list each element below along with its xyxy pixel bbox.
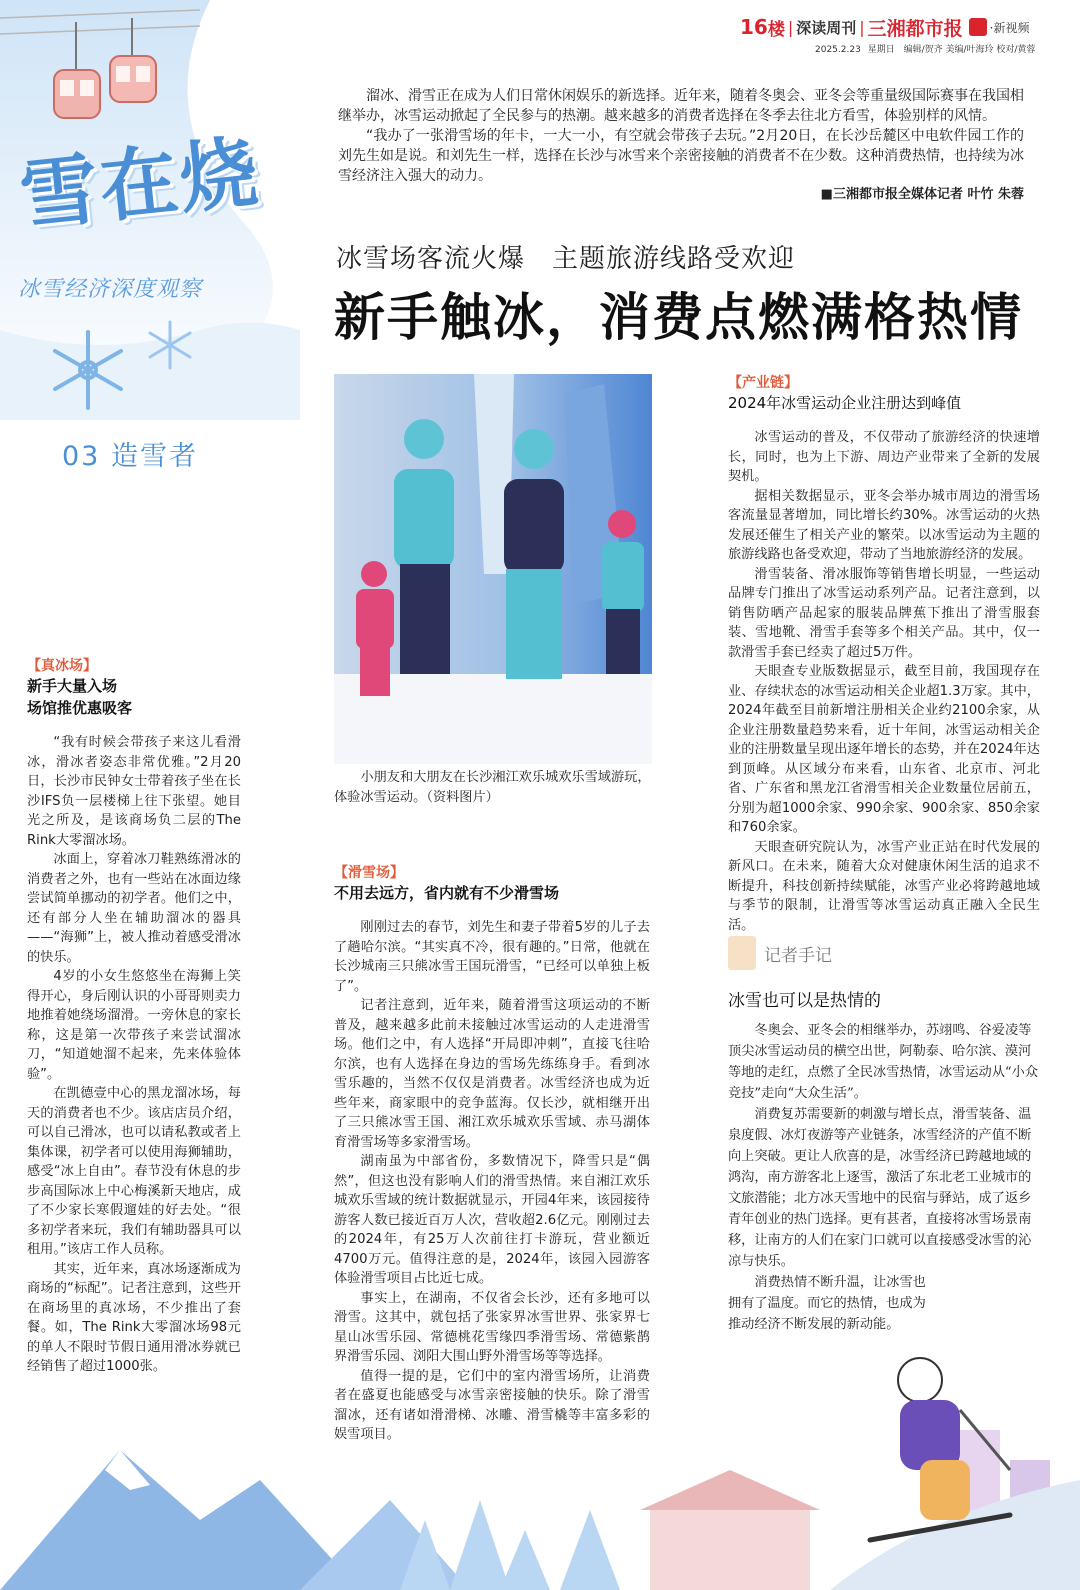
body-paragraph: 值得一提的是，它们中的室内滑雪场所，让消费者在盛夏也能感受与冰雪亲密接触的快乐。除了滑雪溜冰，还有诸如滑滑梯、冰雕、滑雪橇等丰富多彩的娱雪项目。 — [334, 1368, 650, 1442]
body-paragraph: 在凯德壹中心的黑龙溜冰场，每天的消费者也不少。该店店员介绍，可以自己滑冰，也可以请私教或者上集体课，初学者可以使用海狮辅助，感受“冰上自由”。春节没有休息的步步高国际冰上中心梅溪新天地店，成了不少家长寒假遛娃的好去处。“很多初学者来玩，我们有辅助器具可以租用。”该店工作人员称。 — [27, 1086, 241, 1257]
quote-icon — [728, 936, 756, 970]
lead-paragraph: “我办了一张滑雪场的年卡，一大一小，有空就会带孩子去玩。”2月20日，在长沙岳麓区中电软件园工作的刘先生如是说。和刘先生一样，选择在长沙与冰雪来个亲密接触的消费者不在少数。这种消费热情，也持续为冰雪经济注入强大的动力。 — [338, 128, 1024, 184]
section-subhead: 不用去远方，省内就有不少滑雪场 — [334, 884, 560, 902]
notes-paragraph: 消费热情不断升温，让冰雪也拥有了温度。而它的热情，也成为推动经济不断发展的新动能。 — [728, 1275, 926, 1332]
page-floor: 楼 — [767, 19, 785, 40]
body-paragraph: 其实，近年来，真冰场逐渐成为商场的“标配”。记者注意到，这些开在商场里的真冰场，不少推出了套餐。如，The Rink大零溜冰场98元的单人不限时节假日通用滑冰券就已经销售了超过1000张。 — [27, 1261, 241, 1374]
body-paragraph: 湖南虽为中部省份，多数情况下，降雪只是“偶然”，但这也没有影响人们的滑雪热情。来自湘江欢乐城欢乐雪域的统计数据就显示，开园4年来，该园接待游客人数已接近百万人次，营收超2.6亿元。刚刚过去的2024年，有25万人次前往打卡游玩，营业额近4700万元。值得注意的是，2024年，该园入园游客体验滑雪项目占比近七成。 — [334, 1154, 650, 1286]
notes-title: 冰雪也可以是热情的 — [728, 991, 881, 1011]
body-paragraph: 滑雪装备、滑冰服饰等销售增长明显，一些运动品牌专门推出了冰雪运动系列产品。记者注意到，以销售防晒产品起家的服装品牌蕉下推出了滑雪服套装、雪地靴、滑雪手套等多个相关产品。其中，仅一款滑雪手套已经卖了超过5万件。 — [728, 566, 1040, 660]
body-paragraph: 冰雪运动的普及，不仅带动了旅游经济的快速增长，同时，也为上下游、周边产业带来了全新的发展契机。 — [728, 430, 1040, 484]
headline: 新手触冰，消费点燃满格热情 — [334, 289, 1024, 348]
body-paragraph: 天眼查研究院认为，冰雪产业正站在时代发展的新风口。在未来，随着大众对健康休闲生活的追求不断提升，科技创新持续赋能，冰雪产业必将跨越地域与季节的限制，让滑雪等冰雪运动真正融入全民生活。 — [728, 839, 1040, 933]
credits: 编辑/贺齐 美编/叶海玲 校对/黄蓉 — [903, 45, 1036, 55]
header-meta — [815, 42, 1035, 55]
section-subhead: 新手大量入场 — [27, 677, 118, 695]
middle-column — [334, 862, 650, 1445]
section-tag: 【滑雪场】 — [334, 865, 404, 881]
section-subhead: 2024年冰雪运动企业注册达到峰值 — [728, 394, 962, 412]
notes-paragraph: 消费复苏需要新的刺激与增长点，滑雪装备、温泉度假、冰灯夜游等产业链条，冰雪经济的产值不断向上突破。更让人欣喜的是，冰雪经济已跨越地域的鸿沟，南方游客北上逐雪，激活了东北老工业城市的文旅潜能；北方冰天雪地中的民宿与驿站，成了返乡青年创业的热门选择。更有甚者，直接将冰雪场景南移，让南方的人们在家门口就可以直接感受冰雪的沁凉与快乐。 — [728, 1107, 1032, 1269]
body-paragraph: 刚刚过去的春节，刘先生和妻子带着5岁的儿子去了趟哈尔滨。“其实真不冷，很有趣的。”日常，他就在长沙城南三只熊冰雪王国玩滑雪，“已经可以单独上板了”。 — [334, 920, 650, 994]
body-paragraph: 事实上，在湖南，不仅省会长沙，还有多地可以滑雪。这其中，就包括了张家界冰雪世界、张家界七星山冰雪乐园、常德桃花雪缘四季滑雪场、常德紫鹊界滑雪乐园、浏阳大围山野外滑雪场等等选择。 — [334, 1290, 650, 1364]
notes-label: 记者手记 — [764, 945, 832, 966]
headline-kicker: 冰雪场客流火爆 主题旅游线路受欢迎 — [336, 244, 796, 274]
body-paragraph: 据相关数据显示，亚冬会举办城市周边的滑雪场客流量显著增加，同比增长约30%。冰雪运动的火热发展还催生了相关产业的繁荣。以冰雪运动为主题的旅游线路也备受欢迎，带动了当地旅游经济的发展。 — [728, 488, 1040, 562]
notes-label-row — [728, 936, 832, 970]
skier-illustration — [860, 1340, 1030, 1570]
section-subhead: 场馆推优惠吸客 — [27, 699, 133, 717]
body-paragraph: 记者注意到，近年来，随着滑雪这项运动的不断普及，越来越多此前未接触过冰雪运动的人走进滑雪场。他们之中，有人选择“开局即冲刺”，直接飞往哈尔滨，也有人选择在身边的雪场先练练身手。看到冰雪乐趣的，当然不仅仅是消费者。冰雪经济也成为近些年来，商家眼中的竞争蓝海。仅长沙，就相继开出了三只熊冰雪王国、湘江欢乐城欢乐雪域、赤马湖体育滑雪场等多家滑雪场。 — [334, 998, 650, 1150]
issue-weekday: 星期日 — [867, 45, 895, 55]
app-name: ·新视频 — [989, 20, 1030, 35]
section-number: 03 造雪者 — [62, 441, 198, 472]
page-number: 16 — [740, 15, 768, 39]
app-logo-icon — [969, 18, 987, 36]
section-tag: 【产业链】 — [728, 375, 798, 391]
lead-paragraph: 溜冰、滑雪正在成为人们日常休闲娱乐的新选择。近年来，随着冬奥会、亚冬会等重量级国际赛事在我国相继举办，冰雪运动掀起了全民参与的热潮。越来越多的消费者选择在冬季去往北方看雪，体验别样的风情。 — [338, 88, 1024, 124]
right-column — [728, 372, 1040, 935]
section-big-title: 雪在烧 — [15, 126, 265, 243]
body-paragraph: 冰面上，穿着冰刀鞋熟练滑冰的消费者之外，也有一些站在冰面边缘尝试简单挪动的初学者。他们之中，还有部分人坐在辅助溜冰的器具——“海狮”上，被人推动着感受滑冰的快乐。 — [27, 852, 241, 965]
body-paragraph: 4岁的小女生悠悠坐在海狮上笑得开心，身后刚认识的小哥哥则卖力地推着她绕场溜滑。一旁休息的家长称，这是第一次带孩子来尝试溜冰刀，“知道她溜不起来，先来体验体验”。 — [27, 969, 241, 1082]
tree-icon — [400, 1500, 620, 1590]
issue-date: 2025.2.23 — [815, 45, 861, 55]
lead-block — [338, 86, 1024, 204]
news-photo — [334, 374, 652, 764]
byline: ■三湘都市报全媒体记者 叶竹 朱蓉 — [820, 187, 1024, 202]
body-paragraph: 天眼查专业版数据显示，截至目前，我国现存在业、存续状态的冰雪运动相关企业超1.3万家。其中，2024年截至目前新增注册相关企业约2100余家，从企业注册数量趋势来看，近十年间，冰雪运动相关企业的注册数量呈现出逐年增长的态势，并在2024年达到顶峰。从区域分布来看，山东省、北京市、河北省、广东省和黑龙江省滑雪相关企业数量位居前五，分别为超1000余家、990余家、900余家、850余家和760余家。 — [728, 664, 1040, 835]
notes-body — [728, 1020, 1040, 1335]
notes-paragraph: 冬奥会、亚冬会的相继举办，苏翊鸣、谷爱凌等顶尖冰雪运动员的横空出世，阿勒泰、哈尔滨、漠河等地的走红，点燃了全民冰雪热情，冰雪运动从“小众竞技”走向“大众生活”。 — [728, 1023, 1039, 1101]
column-name: 深读周刊 — [796, 18, 857, 37]
newspaper-name: 三湘都市报 — [867, 17, 963, 40]
section-subtitle: 冰雪经济深度观察 — [18, 277, 203, 302]
section-tag: 【真冰场】 — [27, 658, 97, 674]
photo-caption: 小朋友和大朋友在长沙湘江欢乐城欢乐雪域游玩，体验冰雪运动。（资料图片） — [334, 770, 651, 805]
left-column — [27, 655, 241, 1377]
body-paragraph: “我有时候会带孩子来这儿看滑冰，滑冰者姿态非常优雅。”2月20日，长沙市民钟女士带着孩子坐在长沙IFS负一层楼梯上往下张望。她目光之所及，是该商场负二层的The Rink大零溜冰场。 — [27, 735, 241, 848]
masthead: 16 楼 | 深读周刊 | 三湘都市报 ·新视频 — [740, 15, 1030, 40]
